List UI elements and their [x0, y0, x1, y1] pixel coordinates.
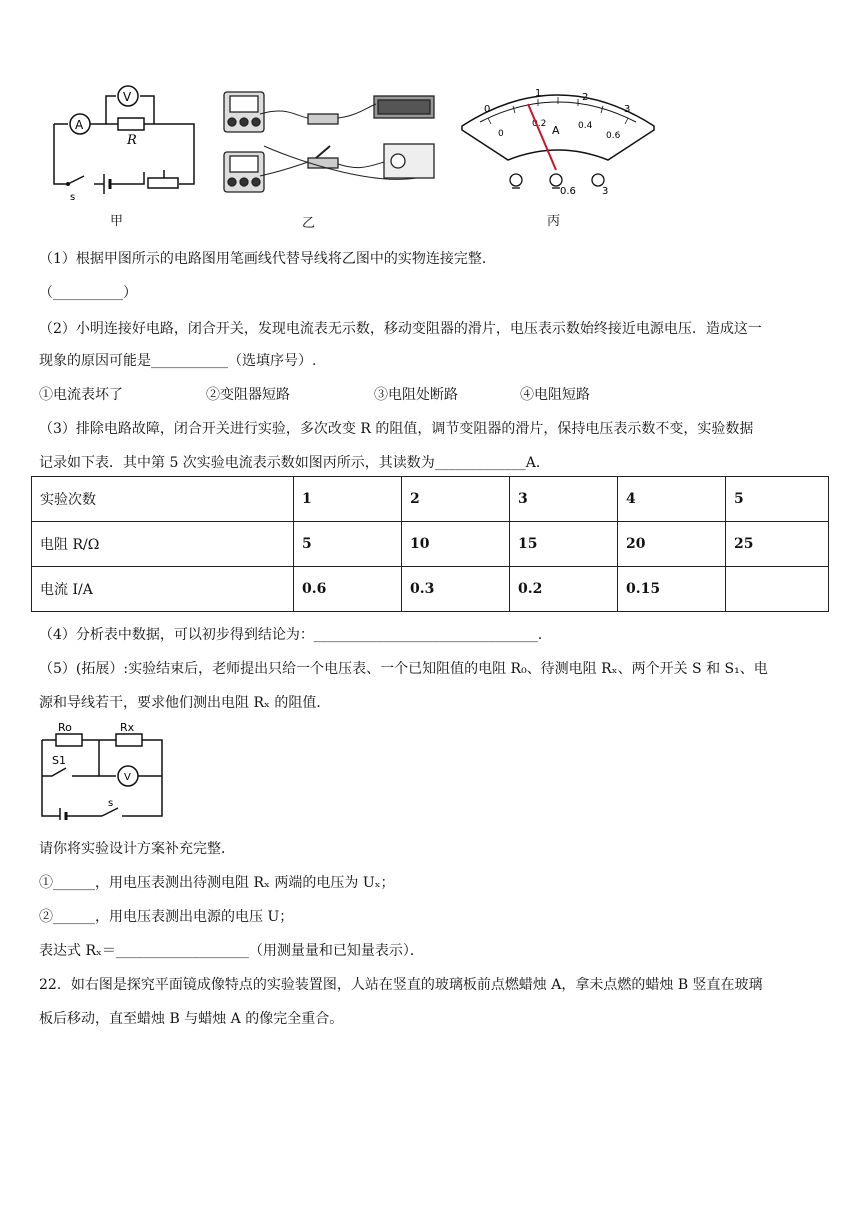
scale-bottom-3: 0.6 — [606, 131, 621, 141]
q2-line2: 现象的原因可能是___________（选填序号）. — [39, 353, 317, 369]
q2-option-2: ②变阻器短路 — [206, 387, 290, 403]
q2-option-4: ④电阻短路 — [520, 387, 590, 403]
scale-top-0: 0 — [484, 104, 491, 115]
table-cell: 3 — [510, 477, 618, 522]
table-cell: 2 — [402, 477, 510, 522]
table-cell: 5 — [726, 477, 829, 522]
table-cell — [726, 567, 829, 612]
scale-top-3: 3 — [624, 104, 631, 115]
s-label: s — [108, 798, 114, 809]
table-cell: 电流 I/A — [32, 567, 294, 612]
scale-top-2: 2 — [582, 92, 589, 103]
q5-step1: ①______，用电压表测出待测电阻 Rₓ 两端的电压为 Uₓ； — [39, 875, 395, 891]
scale-bottom-0: 0 — [498, 129, 504, 139]
q5-expression: 表达式 Rₓ＝___________________（用测量量和已知量表示）． — [39, 943, 424, 959]
r0-label: Ro — [58, 721, 72, 734]
table-cell: 0.3 — [402, 567, 510, 612]
ammeter-label: A — [75, 118, 84, 132]
q5-line1: （5）(拓展）:实验结束后，老师提出只给一个电压表、一个已知阻值的电阻 R₀、待测电阻 Rₓ、两个开关 S 和 S₁、电 — [39, 661, 768, 677]
table-cell: 15 — [510, 522, 618, 567]
table-cell: 电阻 R/Ω — [32, 522, 294, 567]
rx-measure-circuit — [36, 720, 168, 820]
q1-blank: （__________） — [39, 285, 137, 301]
s1-label: S1 — [52, 754, 66, 767]
data-table — [31, 476, 829, 612]
scale-top-1: 1 — [535, 88, 542, 99]
q1-text: （1）根据甲图所示的电路图用笔画线代替导线将乙图中的实物连接完整． — [39, 251, 496, 267]
rx-label: Rx — [120, 721, 135, 734]
figure-label-jia: 甲 — [110, 214, 124, 229]
apparatus-yi — [216, 86, 446, 206]
table-cell: 0.15 — [618, 567, 726, 612]
voltmeter2-label: V — [124, 772, 131, 783]
table-cell: 0.6 — [294, 567, 402, 612]
switch-label: s — [70, 192, 76, 203]
q2-option-1: ①电流表坏了 — [39, 387, 123, 403]
table-cell: 1 — [294, 477, 402, 522]
voltmeter-label: V — [123, 90, 132, 104]
scale-bottom-2: 0.4 — [578, 121, 593, 131]
table-row — [32, 567, 829, 612]
table-cell: 5 — [294, 522, 402, 567]
circuit-diagram-jia — [44, 84, 204, 204]
q5-step2: ②______，用电压表测出电源的电压 U； — [39, 909, 294, 925]
q2-option-3: ③电阻处断路 — [374, 387, 458, 403]
figure-label-bing: 丙 — [547, 214, 561, 229]
q4-text: （4）分析表中数据，可以初步得到结论为：________________________________． — [39, 627, 552, 643]
table-row — [32, 477, 829, 522]
q2-line1: （2）小明连接好电路，闭合开关，发现电流表无示数，移动变阻器的滑片，电压表示数始终接近电源电压．造成这一 — [39, 321, 762, 337]
table-cell: 实验次数 — [32, 477, 294, 522]
table-cell: 20 — [618, 522, 726, 567]
q3-line1: （3）排除电路故障，闭合开关进行实验，多次改变 R 的阻值，调节变阻器的滑片，保持电压表示数不变，实验数据 — [39, 421, 754, 437]
table-cell: 25 — [726, 522, 829, 567]
q5-prompt: 请你将实验设计方案补充完整． — [39, 841, 235, 857]
q22-line2: 板后移动，直至蜡烛 B 与蜡烛 A 的像完全重合。 — [39, 1011, 344, 1027]
meter-unit: A — [552, 124, 560, 137]
table-cell: 10 — [402, 522, 510, 567]
terminal-3: 3 — [602, 186, 609, 197]
scale-bottom-1: 0.2 — [532, 119, 547, 129]
table-cell: 0.2 — [510, 567, 618, 612]
terminal-06: 0.6 — [560, 186, 576, 197]
resistor-label: R — [127, 133, 137, 148]
q22-line1: 22．如右图是探究平面镜成像特点的实验装置图，人站在竖直的玻璃板前点燃蜡烛 A，拿未点燃的蜡烛 B 竖直在玻璃 — [39, 977, 763, 993]
table-cell: 4 — [618, 477, 726, 522]
figure-label-yi: 乙 — [302, 216, 316, 231]
q3-line2: 记录如下表．其中第 5 次实验电流表示数如图丙所示，其读数为_____________A． — [39, 455, 550, 471]
ammeter-dial-bing — [458, 84, 658, 209]
q5-line2: 源和导线若干，要求他们测出电阻 Rₓ 的阻值． — [39, 695, 331, 711]
table-row — [32, 522, 829, 567]
